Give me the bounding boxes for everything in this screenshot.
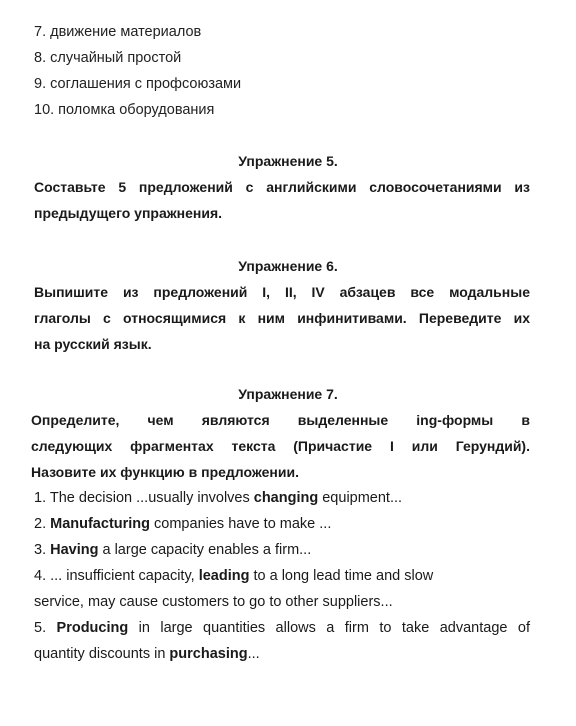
exercise-7-text-line: Назовите их функцию в предложении. bbox=[31, 464, 299, 480]
exercise-6-text-line: Выпишите из предложений I, II, IV абзацев все модальные bbox=[34, 284, 530, 300]
list-item: 9. соглашения с профсоюзами bbox=[34, 76, 242, 92]
sentence-item-4-continued: service, may cause customers to go to other suppliers... bbox=[34, 594, 393, 610]
sentence-text: a large capacity enables a firm... bbox=[98, 542, 312, 558]
exercise-6-heading: Упражнение 6. bbox=[238, 258, 338, 274]
highlighted-ing-form: Manufacturing bbox=[50, 516, 151, 532]
list-item: 7. движение материалов bbox=[34, 24, 202, 40]
sentence-text: to a long lead time and slow bbox=[249, 568, 434, 584]
sentence-text: equipment... bbox=[318, 490, 403, 506]
exercise-5-text-line: предыдущего упражнения. bbox=[34, 205, 223, 221]
sentence-text: quantity discounts in bbox=[34, 646, 170, 662]
sentence-text: 5. bbox=[34, 620, 57, 636]
sentence-text: 4. ... insufficient capacity, bbox=[34, 568, 199, 584]
sentence-text: 1. The decision ...usually involves bbox=[34, 490, 254, 506]
sentence-text: companies have to make ... bbox=[150, 516, 332, 532]
highlighted-ing-form: Producing bbox=[56, 620, 129, 636]
exercise-7-text-line: Определите, чем являются выделенные ing-формы в bbox=[31, 412, 530, 428]
sentence-item-5 bbox=[34, 618, 530, 638]
sentence-item-3 bbox=[34, 540, 530, 560]
highlighted-ing-form: changing bbox=[253, 490, 319, 506]
list-item: 8. случайный простой bbox=[34, 50, 182, 66]
sentence-item-5-continued bbox=[34, 644, 530, 664]
sentence-text: 3. bbox=[34, 542, 51, 558]
exercise-7-heading: Упражнение 7. bbox=[238, 386, 338, 402]
exercise-6-text-line: глаголы с относящимися к ним инфинитивами. Переведите их bbox=[34, 310, 530, 326]
exercise-5-text-line: Составьте 5 предложений с английскими словосочетаниями из bbox=[34, 179, 530, 195]
highlighted-ing-form: leading bbox=[198, 568, 250, 584]
sentence-text: 2. bbox=[34, 516, 51, 532]
exercise-6-text-line: на русский язык. bbox=[34, 336, 152, 352]
highlighted-ing-form: Having bbox=[50, 542, 99, 558]
exercise-5-heading: Упражнение 5. bbox=[238, 153, 338, 169]
exercise-7-text-line: следующих фрагментах текста (Причастие I или Герундий). bbox=[31, 438, 530, 454]
sentence-item-4 bbox=[34, 566, 530, 586]
highlighted-ing-form: purchasing bbox=[169, 646, 248, 662]
sentence-text: in large quantities allows a firm to take advantage of bbox=[128, 620, 530, 636]
list-item: 10. поломка оборудования bbox=[34, 102, 215, 118]
sentence-item-1 bbox=[34, 488, 530, 508]
sentence-item-2 bbox=[34, 514, 530, 534]
sentence-text: ... bbox=[247, 646, 260, 662]
